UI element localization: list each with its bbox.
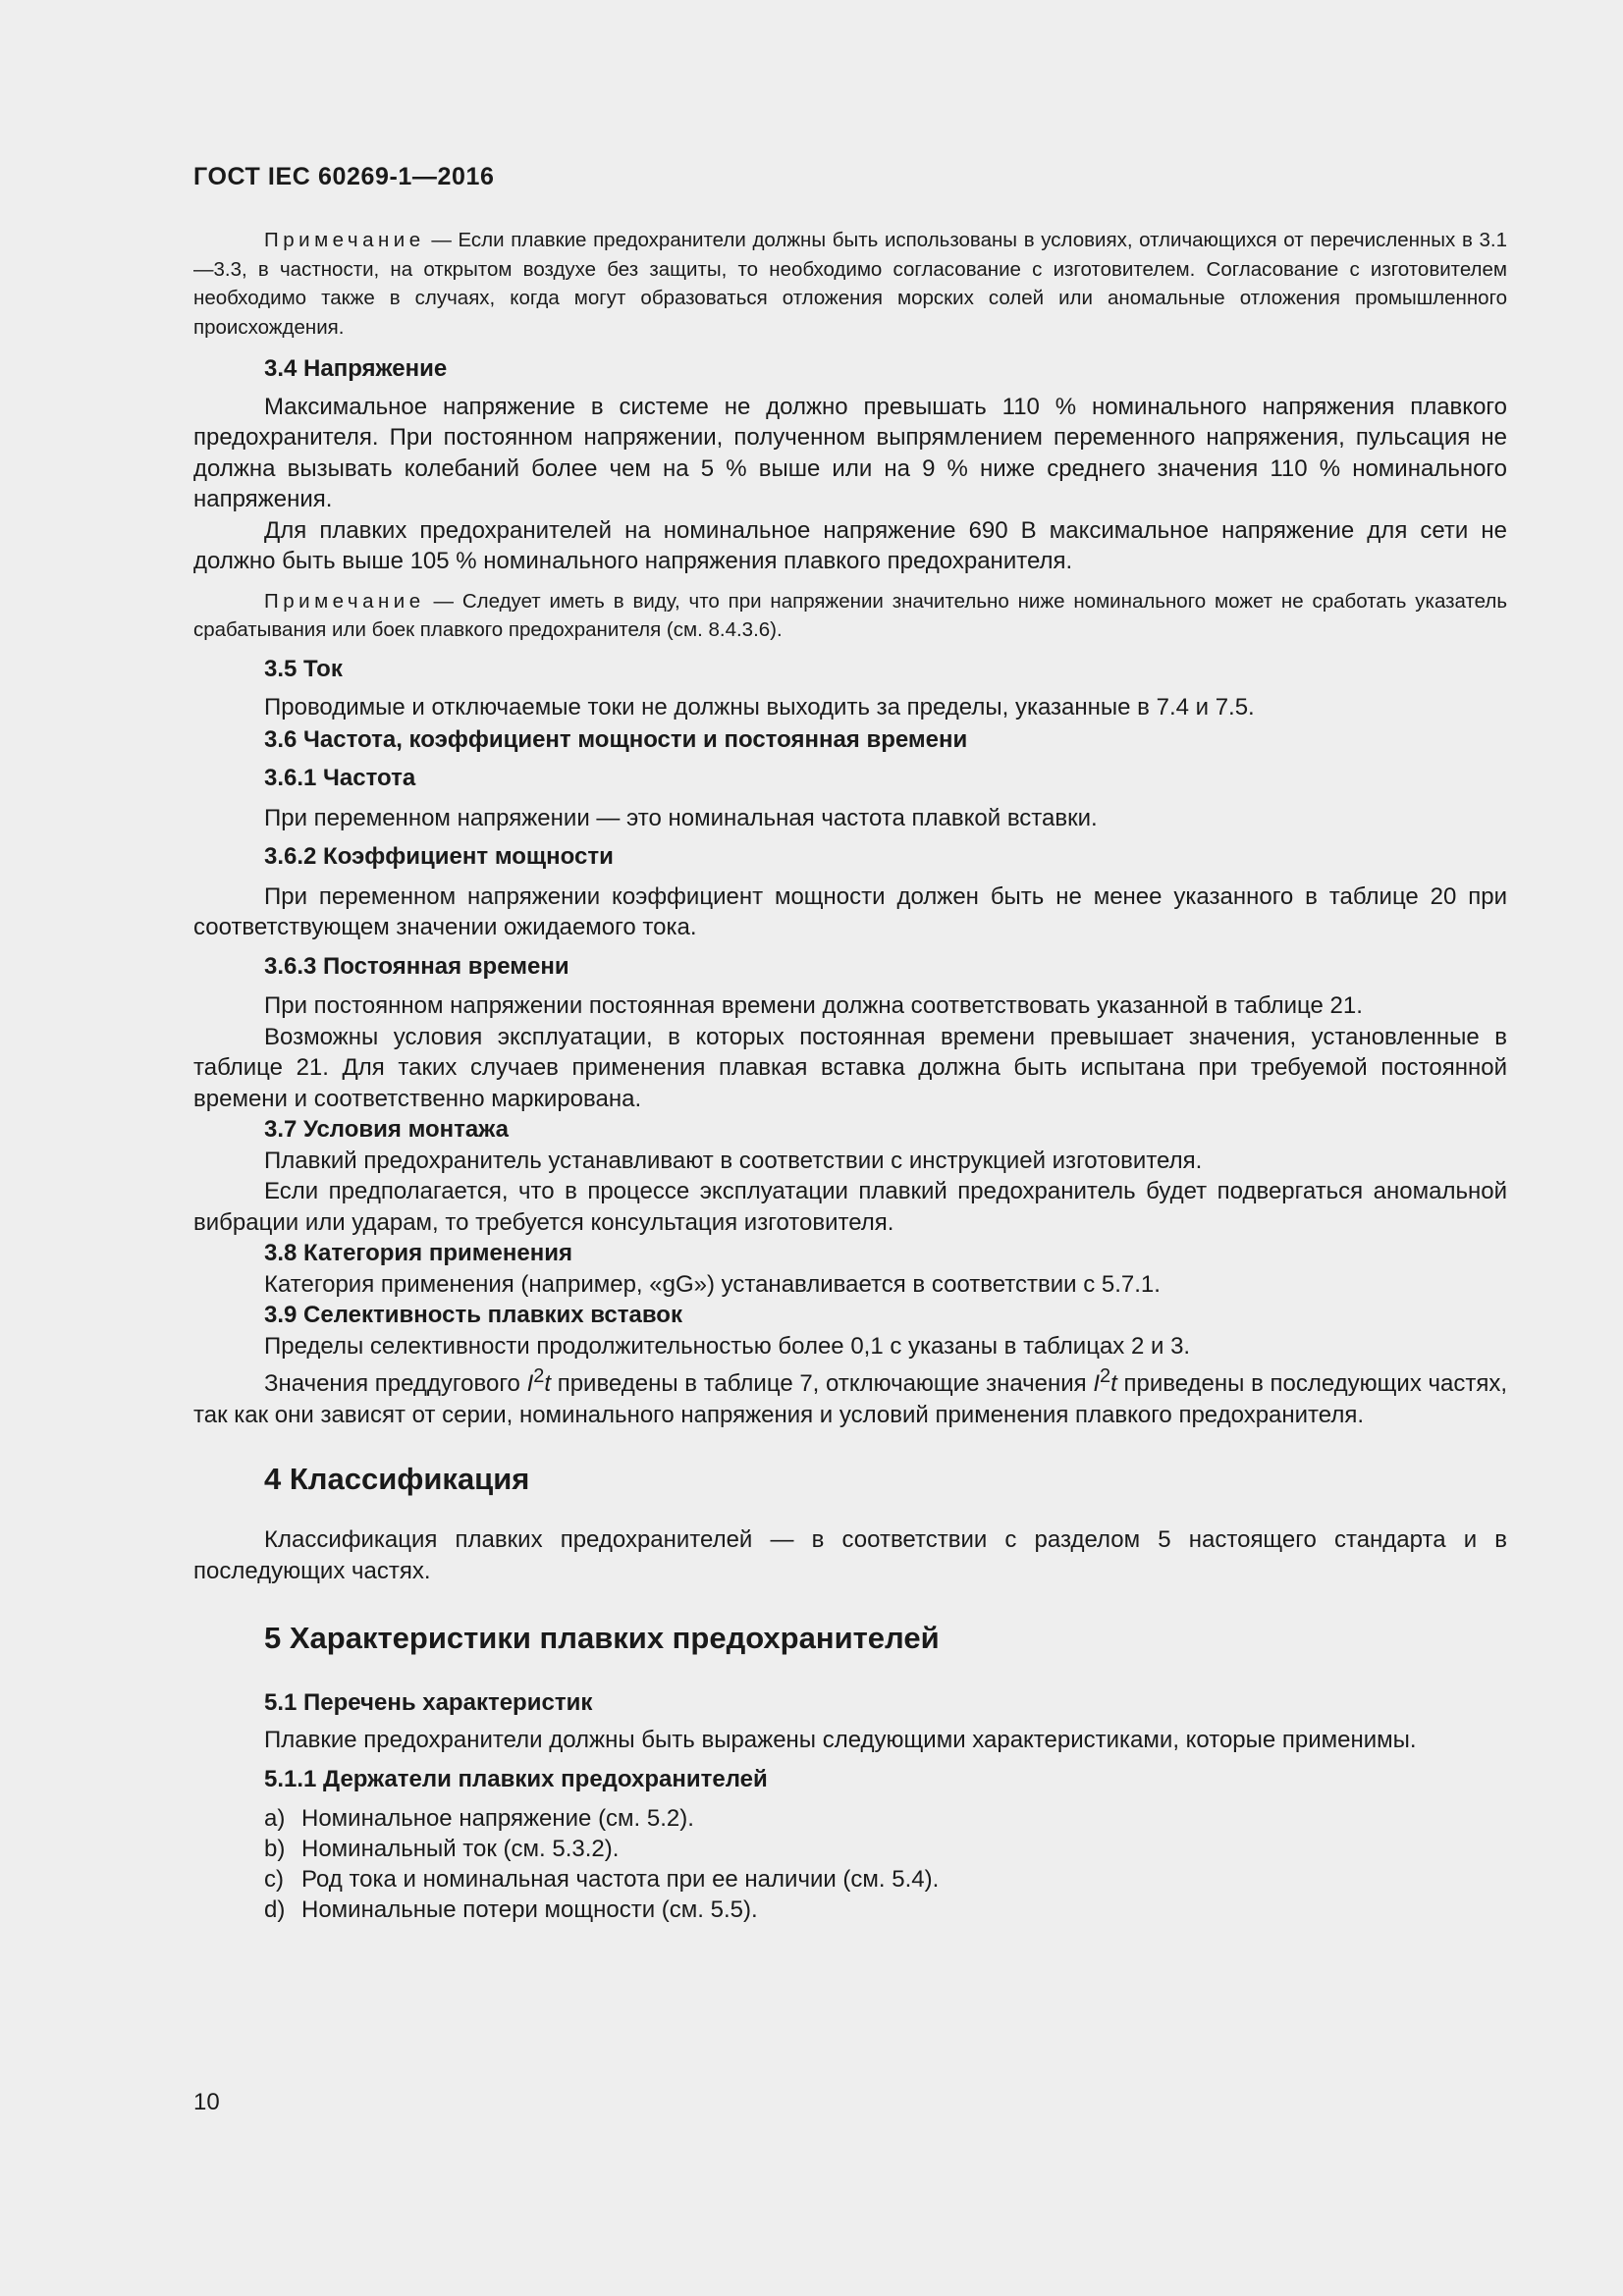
paragraph: Классификация плавких предохранителей — в соответствии с разделом 5 настоящего стандарта и в последующих частях. — [193, 1526, 1507, 1584]
heading-3-8: 3.8 Категория применения — [264, 1240, 572, 1266]
paragraph: Плавкий предохранитель устанавливают в соответствии с инструкцией изготовителя. — [264, 1147, 1203, 1174]
paragraph: Если предполагается, что в процессе эксплуатации плавкий предохранитель будет подвергаться аномальной вибрации или ударам, то требуется консультация изготовителя. — [193, 1178, 1507, 1236]
heading-section-4: 4 Классификация — [264, 1462, 530, 1496]
heading-5-1: 5.1 Перечень характеристик — [264, 1689, 593, 1716]
paragraph: Категория применения (например, «gG») устанавливается в соответствии с 5.7.1. — [264, 1270, 1161, 1298]
note-label: Примечание — [264, 589, 425, 613]
paragraph: Проводимые и отключаемые токи не должны выходить за пределы, указанные в 7.4 и 7.5. — [264, 694, 1255, 721]
list-item: a) Номинальное напряжение (см. 5.2). — [264, 1804, 694, 1832]
heading-5-1-1: 5.1.1 Держатели плавких предохранителей — [264, 1766, 768, 1792]
note-text: — Если плавкие предохранители должны быть использованы в условиях, отличающихся от перечисленных в 3.1—3.3, в частности, на открытом воздухе без защиты, то необходимо согласование с изготовителем. Согласование с изготовителем необходимо также в случаях, когда могут образоваться отложения морских солей или аномальные отложения промышленного происхождения. — [193, 229, 1507, 339]
note-text: — Следует иметь в виду, что при напряжении значительно ниже номинального может не сработать указатель срабатывания или боек плавкого предохранителя (см. 8.4.3.6). — [193, 589, 1507, 641]
heading-3-9: 3.9 Селективность плавких вставок — [264, 1302, 682, 1328]
paragraph: Плавкие предохранители должны быть выражены следующими характеристиками, которые применимы. — [264, 1726, 1417, 1753]
page-header: ГОСТ IEC 60269-1—2016 — [193, 163, 495, 190]
list-item: d) Номинальные потери мощности (см. 5.5). — [264, 1896, 758, 1923]
paragraph-i2t: Значения преддугового $I^2t$ приведены в таблице 7, отключающие значения $I^2t$ приведены в последующих частях, так как они зависят от серии, номинального напряжения и условий применения плавкого предохранителя. — [193, 1365, 1507, 1428]
list — [193, 1803, 1507, 1925]
heading-3-5: 3.5 Ток — [264, 655, 343, 682]
paragraph: Возможны условия эксплуатации, в которых постоянная времени превышает значения, установленные в таблице 21. Для таких случаев применения плавкая вставка должна быть испытана при требуемой постоянной времени и соответственно маркирована. — [193, 1023, 1507, 1112]
heading-3-6: 3.6 Частота, коэффициент мощности и постоянная времени — [264, 725, 968, 753]
heading-section-5: 5 Характеристики плавких предохранителей — [264, 1621, 940, 1655]
heading-3-6-1: 3.6.1 Частота — [264, 765, 416, 791]
paragraph: При переменном напряжении — это номинальная частота плавкой вставки. — [264, 804, 1098, 831]
body-text — [193, 226, 1507, 1925]
note-1 — [193, 226, 1507, 342]
page-number: 10 — [193, 2089, 220, 2115]
heading-3-4: 3.4 Напряжение — [264, 355, 448, 382]
note-2 — [193, 587, 1507, 645]
paragraph: При переменном напряжении коэффициент мощности должен быть не менее указанного в таблице 20 при соответствующем значении ожидаемого тока. — [193, 882, 1507, 940]
heading-3-6-2: 3.6.2 Коэффициент мощности — [264, 843, 614, 870]
list-item: c) Род тока и номинальная частота при ее наличии (см. 5.4). — [264, 1865, 940, 1893]
note-label: Примечание — [264, 229, 425, 251]
list-item: b) Номинальный ток (см. 5.3.2). — [264, 1835, 620, 1862]
paragraph: Пределы селективности продолжительностью более 0,1 с указаны в таблицах 2 и 3. — [264, 1332, 1191, 1360]
heading-3-6-3: 3.6.3 Постоянная времени — [264, 952, 569, 980]
paragraph: Максимальное напряжение в системе не должно превышать 110 % номинального напряжения плавкого предохранителя. При постоянном напряжении, полученном выпрямлением переменного напряжения, пульсация не должна вызывать колебаний более чем на 5 % выше или на 9 % ниже среднего значения 110 % номинального напряжения. — [193, 393, 1507, 512]
paragraph: Для плавких предохранителей на номинальное напряжение 690 В максимальное напряжение для сети не должно быть выше 105 % номинального напряжения плавкого предохранителя. — [193, 516, 1507, 574]
paragraph: При постоянном напряжении постоянная времени должна соответствовать указанной в таблице 21. — [264, 992, 1363, 1019]
heading-3-7: 3.7 Условия монтажа — [264, 1116, 509, 1143]
